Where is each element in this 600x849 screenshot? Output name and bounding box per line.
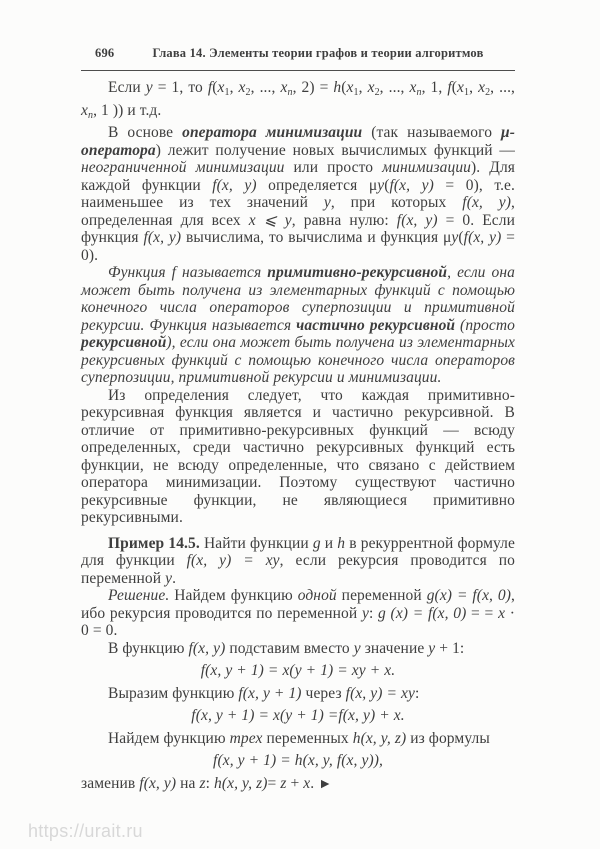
text-run: h bbox=[333, 79, 342, 96]
text-run: , ибо рекурсия проводится по переменной bbox=[81, 587, 516, 622]
text-run: и bbox=[320, 534, 338, 552]
text-run: f(x, y) bbox=[462, 194, 512, 211]
text-run: μ-оператора bbox=[81, 124, 515, 159]
text-run: , ..., bbox=[379, 79, 410, 96]
text-run: , равна нулю: bbox=[291, 211, 397, 229]
text-run: оператора минимизации bbox=[182, 124, 363, 141]
text-run: ) лежит получение новых вычислимых функций — bbox=[155, 141, 515, 159]
text-run: через bbox=[301, 684, 346, 702]
text-run: 1 bbox=[464, 87, 470, 98]
text-run: , ..., bbox=[490, 79, 516, 96]
text-run: f(x, y) bbox=[389, 176, 434, 194]
text-run: , bbox=[469, 79, 479, 96]
text-run: : bbox=[205, 774, 214, 792]
text-run: = 0), т.е. наименьшее из тех значений bbox=[81, 176, 516, 211]
text-run: минимизации bbox=[382, 159, 472, 176]
text-run: f(x, y + 1) = x(y + 1) = xy + x. bbox=[200, 662, 396, 679]
text-run: f(x, y) bbox=[139, 774, 177, 792]
text-run: ). Для каждой функции bbox=[81, 159, 516, 194]
text-run: Найти функции bbox=[199, 534, 313, 552]
page-number: 696 bbox=[95, 46, 115, 60]
text-run: частично рекурсивной bbox=[296, 316, 456, 334]
text-run: , bbox=[229, 79, 239, 96]
text-run: : bbox=[414, 684, 420, 702]
text-run: , 1, bbox=[421, 79, 448, 96]
text-run: y bbox=[361, 604, 369, 622]
text-run: x bbox=[478, 79, 486, 96]
text-run: ► bbox=[318, 776, 333, 792]
text-run: и т.д. bbox=[127, 101, 162, 119]
text-run: f(x, y) bbox=[463, 229, 502, 246]
text-run: f(x, y + 1) = x(y + 1) =f(x, y) + x. bbox=[191, 707, 405, 724]
watermark-url: https://urait.ru bbox=[28, 821, 143, 841]
text-run: 1 bbox=[353, 87, 359, 98]
text-run: n bbox=[87, 109, 94, 121]
text-run: одной bbox=[297, 587, 337, 604]
text-run: y bbox=[323, 194, 331, 211]
chapter-header: Глава 14. Элементы теории графов и теории алгоритмов bbox=[152, 46, 484, 60]
text-run: f bbox=[207, 79, 213, 96]
text-run: n bbox=[416, 87, 422, 98]
text-run: . bbox=[172, 569, 177, 587]
text-run: = = bbox=[466, 604, 499, 622]
text-run: h(x, y, z) bbox=[352, 729, 407, 747]
example-14-5-paragraph bbox=[81, 535, 515, 588]
text-run: Функция f называется bbox=[108, 264, 268, 281]
text-run: , ..., bbox=[250, 79, 281, 96]
text-run: ( bbox=[341, 79, 347, 96]
text-run: 2 bbox=[374, 87, 380, 98]
text-run: x bbox=[238, 79, 246, 96]
text-run: переменной bbox=[336, 587, 427, 604]
text-run: y bbox=[377, 176, 385, 194]
text-run: h(x, y, z) bbox=[213, 774, 268, 792]
express-function-paragraph bbox=[81, 685, 515, 703]
text-run: x ⩽ y bbox=[248, 211, 292, 229]
text-run: = 0). bbox=[81, 229, 515, 264]
text-run: (просто bbox=[455, 316, 515, 334]
text-run: g (x) = f(x, 0) bbox=[378, 604, 467, 622]
text-run: Найдем функцию bbox=[108, 729, 230, 747]
text-run: переменных bbox=[262, 729, 353, 747]
text-run: y bbox=[353, 639, 361, 657]
replace-conclusion-paragraph bbox=[81, 775, 515, 794]
text-run: значение bbox=[360, 639, 429, 657]
text-run: , при которых bbox=[330, 194, 463, 211]
text-run: · 0 = 0. bbox=[81, 604, 515, 639]
text-run: рекурсивной bbox=[81, 334, 167, 351]
formula-1 bbox=[81, 662, 515, 680]
text-run: , если она может быть получена из элементарных функций с помощью конечного числа операторов суперпозиции и примитивной рекурсии. Функция называется bbox=[81, 264, 515, 334]
text-run: z bbox=[280, 774, 287, 792]
text-run: на bbox=[176, 774, 200, 792]
text-run: x bbox=[457, 79, 465, 96]
text-run: ( bbox=[451, 79, 458, 96]
text-run: Выразим функцию bbox=[108, 684, 239, 702]
text-run: f(x, y) bbox=[396, 211, 438, 229]
header-rule bbox=[81, 70, 515, 71]
text-run: или просто bbox=[284, 159, 383, 176]
text-run: ( bbox=[384, 176, 390, 194]
substitute-paragraph bbox=[81, 640, 515, 658]
text-run: 1 bbox=[224, 87, 230, 98]
text-run: , определенная для всех bbox=[81, 194, 515, 229]
text-run: n bbox=[287, 87, 293, 98]
text-run: y bbox=[145, 79, 153, 96]
page-body bbox=[81, 79, 515, 793]
text-run: + bbox=[286, 774, 304, 792]
text-run: ), если она может быть получена из элементарных рекурсивных функций с помощью конечного числа операторов суперпозиции, примитивной рекурсии и минимизации. bbox=[81, 334, 515, 386]
text-run: y bbox=[451, 229, 459, 246]
text-run: определяется μ bbox=[256, 176, 378, 194]
text-run: f(x, y) bbox=[212, 176, 257, 194]
text-run: 2 bbox=[485, 87, 491, 98]
text-run: (так называемого bbox=[362, 124, 502, 141]
text-run: вычислима, то вычислима и функция μ bbox=[181, 229, 452, 246]
text-run: = 1, то bbox=[152, 79, 208, 96]
text-run: z bbox=[199, 774, 206, 792]
text-run: + 1: bbox=[435, 639, 465, 657]
text-run: из формулы bbox=[406, 729, 490, 747]
text-run: трех bbox=[229, 729, 263, 747]
page-header bbox=[81, 45, 515, 63]
text-run: Пример 14.5. bbox=[108, 534, 200, 552]
text-run: y bbox=[428, 639, 436, 657]
minimization-operator-paragraph bbox=[81, 124, 515, 264]
text-run: x bbox=[217, 79, 225, 96]
text-run: y bbox=[165, 569, 173, 587]
text-run: f(x, y) = xy bbox=[186, 552, 280, 569]
text-run: ( bbox=[458, 229, 464, 246]
text-run: f(x, y + 1) bbox=[238, 684, 302, 702]
text-run: заменив bbox=[81, 774, 140, 792]
intro-recurrence-paragraph bbox=[81, 79, 515, 124]
text-run: Решение. bbox=[108, 587, 170, 604]
text-run: g bbox=[312, 534, 321, 552]
text-run: подставим вместо bbox=[225, 639, 354, 657]
text-run: Если bbox=[108, 79, 146, 96]
recursive-definition-paragraph bbox=[81, 264, 515, 387]
text-run: f(x, y + 1) = h(x, y, f(x, y)), bbox=[213, 752, 383, 769]
three-variables-paragraph bbox=[81, 730, 515, 748]
formula-3 bbox=[81, 752, 515, 770]
text-run: : bbox=[368, 604, 379, 622]
text-run: примитивно-рекурсивной bbox=[267, 264, 448, 281]
text-run: , bbox=[358, 79, 368, 96]
text-run: g(x) = f(x, 0) bbox=[426, 587, 512, 604]
text-run: , если рекурсия проводится по переменной bbox=[81, 552, 515, 587]
text-run: f(x, y) bbox=[143, 229, 182, 246]
text-run: В основе bbox=[108, 124, 183, 141]
text-run: = 0. Если функция bbox=[81, 211, 515, 246]
text-run: неограниченной минимизации bbox=[81, 159, 285, 176]
text-run: x bbox=[303, 774, 311, 792]
text-run: x bbox=[280, 79, 288, 96]
solution-paragraph bbox=[81, 587, 515, 640]
text-run: , 2) = bbox=[292, 79, 334, 96]
text-run: x bbox=[498, 604, 506, 622]
text-run: в рекуррентной формуле для функции bbox=[81, 534, 515, 569]
text-run: x bbox=[81, 101, 88, 119]
text-run: Из определения следует, что каждая примитивно-рекурсивная функция является и частично рекурсивной. В отличие от примитивно-рекурсивных функций — всюду определенных, среди частично рекурсивных функций есть функции, не всюду определенные, что связано с действием оператора минимизации. Поэтому существуют частично рекурсивные функции, не являющиеся примитивно рекурсивными. bbox=[81, 386, 515, 526]
definition-consequence-paragraph bbox=[81, 387, 515, 527]
text-run: x bbox=[409, 79, 417, 96]
text-run: В функцию bbox=[108, 639, 189, 657]
text-run: h bbox=[337, 534, 346, 552]
text-run: = bbox=[267, 774, 281, 792]
text-run: f bbox=[447, 79, 452, 96]
text-run: f(x, y) bbox=[188, 639, 226, 657]
formula-2 bbox=[81, 707, 515, 725]
text-run: x bbox=[367, 79, 375, 96]
text-run: f(x, y) = xy bbox=[345, 684, 415, 702]
text-run: ( bbox=[212, 79, 218, 96]
text-run: Найдем функцию bbox=[169, 587, 298, 604]
text-run: 2 bbox=[245, 87, 251, 98]
text-run: . bbox=[310, 774, 319, 792]
text-run: , 1 )) bbox=[93, 101, 128, 119]
text-run: x bbox=[346, 79, 354, 96]
